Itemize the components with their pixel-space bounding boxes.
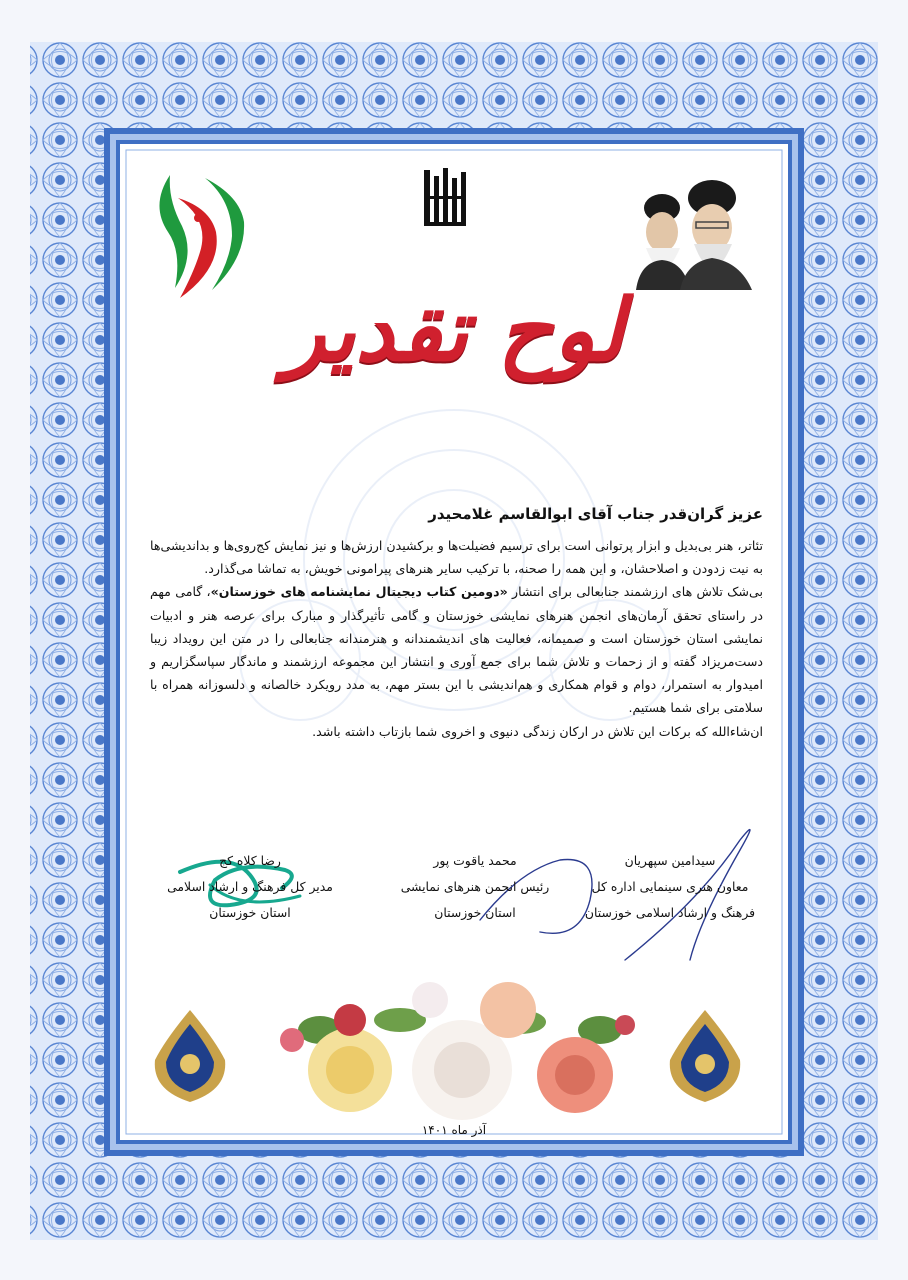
signatory-org: استان خوزستان <box>434 905 516 920</box>
leaders-portrait-image <box>630 170 754 290</box>
signatory-title: مدیر کل فرهنگ و ارشاد اسلامی <box>167 879 333 894</box>
recipient-line: عزیز گران‌قدر جناب آقای ابوالقاسم غلامحیدر <box>428 505 763 523</box>
body-paragraph-2-rest: ، گامی مهم در راستای تحقق آرمان‌های انجمن هنرهای نمایشی خوزستان و گامی تأثیرگذار و مبارک برای عرصه هنر و ادبیات نمایشی استان خوزستان است و صمیمانه، فعالیت های اندیشمندانه و هنرمندانه جنابعالی را در متن این رویداد زیبا دست‌مریزاد گفته و از زحمات و تلاش شما برای جمع آوری و انتشار این مجموعه ارزشمند و ماندگار سپاسگزاریم و امیدوار به استمرار، دوام و قوام همکاری و هم‌اندیشی با این بستر مهم، به مدد رویکرد خالصانه و دلسوزانه همراه با سلامتی برای شما هستیم. <box>150 584 763 716</box>
signatory-org: استان خوزستان <box>209 905 291 920</box>
signatory-name: سیدامین سپهریان <box>624 853 716 868</box>
body-paragraph-2-prefix: بی‌شک تلاش های ارزشمند جنابعالی برای انتشار <box>507 584 763 600</box>
certificate-body <box>150 534 763 743</box>
signatory-3 <box>150 848 350 926</box>
signatory-1 <box>565 848 775 926</box>
issue-date: آذر ماه ۱۴۰۱ <box>421 1123 487 1137</box>
signatory-org: فرهنگ و ارشاد اسلامی خوزستان <box>584 905 756 920</box>
signatory-name: رضا کلاه کج <box>219 853 281 868</box>
certificate-title: لوح تقدیر <box>283 280 625 381</box>
body-paragraph-3: ان‌شاءالله که برکات این تلاش در ارکان زندگی دنیوی و اخروی شما بازتاب داشته باشد. <box>312 723 763 739</box>
signatory-name: محمد یاقوت پور <box>433 853 517 868</box>
signatory-title: رئیس انجمن هنرهای نمایشی <box>400 879 550 894</box>
signatory-title: معاون هنری سینمایی اداره کل <box>591 879 749 894</box>
book-title: «دومین کتاب دیجیتال نمایشنامه های خوزستان» <box>210 584 508 600</box>
body-paragraph-2 <box>150 580 763 719</box>
body-paragraph-1: تئاتر، هنر بی‌بدیل و ابزار پرتوانی است برای ترسیم فضیلت‌ها و برکشیدن ارزش‌ها و نیز نمایش کج‌روی‌ها و بداندیشی‌ها به نیت زدودن و اصلاحشان، و این همه را صحنه، با ترکیب سایر هنرهای پیرامونی خویش، به تماشا می‌گذارد. <box>150 538 763 577</box>
signatory-2 <box>375 848 575 926</box>
